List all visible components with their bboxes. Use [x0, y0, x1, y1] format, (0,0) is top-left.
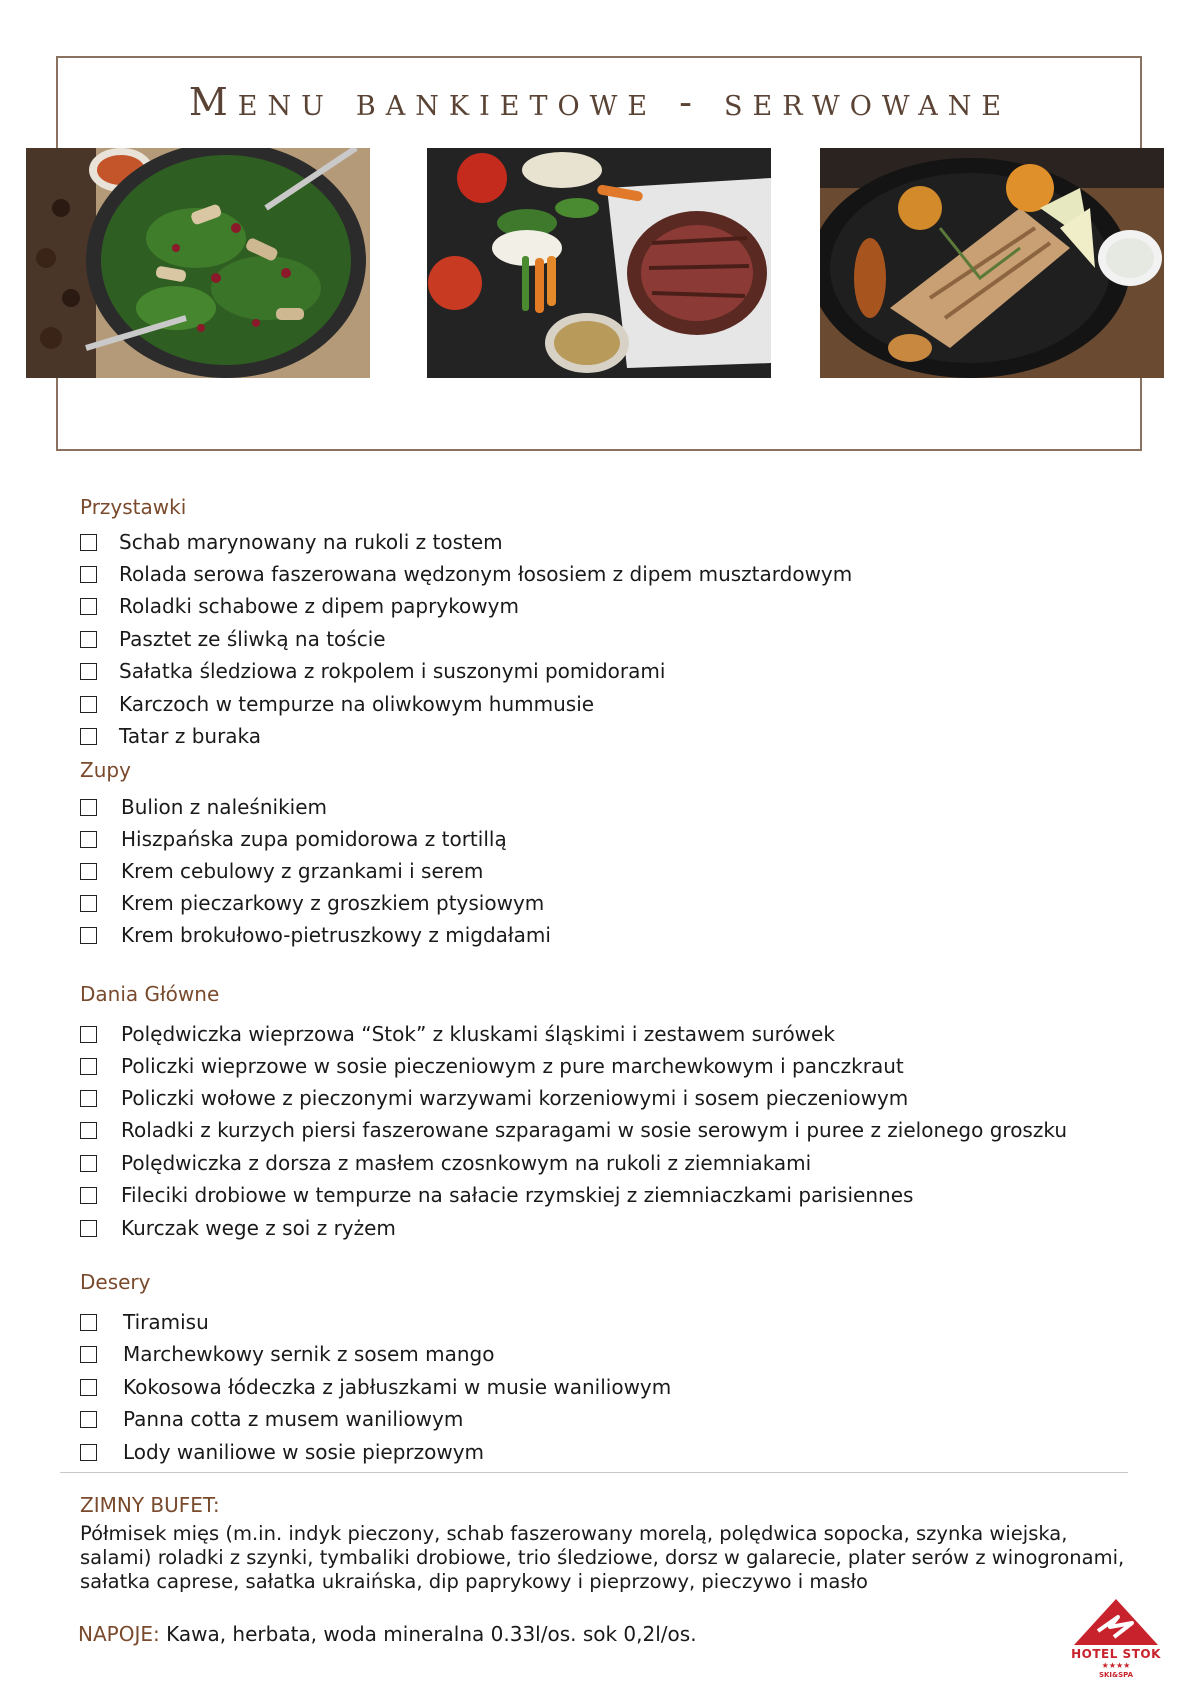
bufet-title: ZIMNY BUFET: — [80, 1493, 220, 1517]
menu-item-label: Lody waniliowe w sosie pieprzowym — [123, 1440, 485, 1464]
napoje-text: Kawa, herbata, woda mineralna 0.33l/os. sok 0,2l/os. — [166, 1622, 697, 1646]
menu-item-label: Policzki wieprzowe w sosie pieczeniowym z pure marchewkowym i panczkraut — [121, 1054, 904, 1078]
menu-item-label: Bulion z naleśnikiem — [121, 795, 328, 819]
menu-item[interactable] — [80, 1407, 463, 1431]
menu-item-label: Tatar z buraka — [119, 724, 262, 748]
menu-item-label: Kokosowa łódeczka z jabłuszkami w musie waniliowym — [123, 1375, 672, 1399]
bufet-description: Półmisek mięs (m.in. indyk pieczony, schab faszerowany morelą, polędwica sopocka, szynka wiejska, salami) roladki z szynki, tymbaliki drobiowe, trio śledziowe, dorsz w galarecie, plater serów z winogronami, sałatka caprese, sałatka ukraińska, dip paprykowy i pieprzowy, pieczywo i masło — [80, 1522, 1125, 1593]
checkbox[interactable] — [80, 728, 97, 745]
menu-item[interactable] — [80, 562, 852, 586]
menu-item[interactable] — [80, 923, 551, 947]
checkbox[interactable] — [80, 663, 97, 680]
menu-item[interactable] — [80, 1118, 1067, 1142]
checkbox[interactable] — [80, 863, 97, 880]
section-title-desery: Desery — [80, 1270, 151, 1294]
checkbox[interactable] — [80, 1346, 97, 1363]
checkbox[interactable] — [80, 799, 97, 816]
checkbox[interactable] — [80, 1444, 97, 1461]
steak-photo — [427, 148, 771, 378]
checkbox[interactable] — [80, 1026, 97, 1043]
menu-item-label: Fileciki drobiowe w tempurze na sałacie rzymskiej z ziemniaczkami parisiennes — [121, 1183, 914, 1207]
menu-item-label: Krem brokułowo-pietruszkowy z migdałami — [121, 923, 551, 947]
hotel-stok-logo — [1068, 1595, 1164, 1685]
menu-item-label: Sałatka śledziowa z rokpolem i suszonymi pomidorami — [119, 659, 666, 683]
checkbox[interactable] — [80, 1314, 97, 1331]
checkbox[interactable] — [80, 895, 97, 912]
menu-item-label: Polędwiczka z dorsza z masłem czosnkowym na rukoli z ziemniakami — [121, 1151, 812, 1175]
salad-photo — [26, 148, 370, 378]
menu-item[interactable] — [80, 627, 386, 651]
menu-item[interactable] — [80, 827, 507, 851]
menu-item-label: Hiszpańska zupa pomidorowa z tortillą — [121, 827, 507, 851]
menu-item-label: Pasztet ze śliwką na toście — [119, 627, 386, 651]
menu-item[interactable] — [80, 1216, 396, 1240]
divider — [60, 1472, 1128, 1473]
menu-item-label: Marchewkowy sernik z sosem mango — [123, 1342, 495, 1366]
menu-item[interactable] — [80, 1183, 913, 1207]
checkbox[interactable] — [80, 566, 97, 583]
page-title: Menu bankietowe - serwowane — [188, 80, 1012, 124]
checkbox[interactable] — [80, 598, 97, 615]
checkbox[interactable] — [80, 1155, 97, 1172]
menu-item-label: Tiramisu — [123, 1310, 209, 1334]
menu-item-label: Rolada serowa faszerowana wędzonym łososiem z dipem musztardowym — [119, 562, 853, 586]
menu-item[interactable] — [80, 1375, 671, 1399]
menu-item-label: Karczoch w tempurze na oliwkowym hummusie — [119, 692, 595, 716]
menu-item[interactable] — [80, 1054, 904, 1078]
menu-item[interactable] — [80, 891, 544, 915]
menu-item[interactable] — [80, 530, 503, 554]
menu-item-label: Kurczak wege z soi z ryżem — [121, 1216, 396, 1240]
logo-stars: ★★★★ — [1101, 1661, 1131, 1670]
checkbox[interactable] — [80, 831, 97, 848]
menu-item[interactable] — [80, 1310, 209, 1334]
menu-item[interactable] — [80, 795, 327, 819]
menu-item-label: Krem cebulowy z grzankami i serem — [121, 859, 484, 883]
menu-item[interactable] — [80, 1440, 484, 1464]
fish-photo — [820, 148, 1164, 378]
menu-item-label: Roladki schabowe z dipem paprykowym — [119, 594, 519, 618]
checkbox[interactable] — [80, 1379, 97, 1396]
section-title-zupy: Zupy — [80, 758, 131, 782]
menu-item-label: Policzki wołowe z pieczonymi warzywami korzeniowymi i sosem pieczeniowym — [121, 1086, 909, 1110]
checkbox[interactable] — [80, 1058, 97, 1075]
checkbox[interactable] — [80, 1411, 97, 1428]
menu-item[interactable] — [80, 859, 483, 883]
menu-item[interactable] — [80, 659, 665, 683]
checkbox[interactable] — [80, 696, 97, 713]
section-title-dania-glowne: Dania Główne — [80, 982, 220, 1006]
checkbox[interactable] — [80, 1187, 97, 1204]
menu-item-label: Schab marynowany na rukoli z tostem — [119, 530, 503, 554]
menu-item[interactable] — [80, 1151, 811, 1175]
menu-item[interactable] — [80, 724, 261, 748]
menu-item[interactable] — [80, 594, 519, 618]
menu-item-label: Roladki z kurzych piersi faszerowane szparagami w sosie serowym i puree z zielonego groszku — [121, 1118, 1067, 1142]
logo-subtitle: SKI&SPA — [1098, 1671, 1134, 1679]
napoje-label: NAPOJE: — [78, 1622, 160, 1646]
checkbox[interactable] — [80, 927, 97, 944]
section-title-przystawki: Przystawki — [80, 495, 187, 519]
menu-item-label: Panna cotta z musem waniliowym — [123, 1407, 464, 1431]
menu-item[interactable] — [80, 1086, 908, 1110]
checkbox[interactable] — [80, 1090, 97, 1107]
menu-item-label: Krem pieczarkowy z groszkiem ptysiowym — [121, 891, 545, 915]
menu-item[interactable] — [80, 1342, 494, 1366]
checkbox[interactable] — [80, 1122, 97, 1139]
napoje-line — [78, 1622, 697, 1646]
logo-name: HOTEL STOK — [1071, 1647, 1161, 1661]
checkbox[interactable] — [80, 631, 97, 648]
menu-item-label: Polędwiczka wieprzowa “Stok” z kluskami śląskimi i zestawem surówek — [121, 1022, 835, 1046]
menu-item[interactable] — [80, 692, 594, 716]
checkbox[interactable] — [80, 534, 97, 551]
mountain-logo-icon — [1068, 1595, 1164, 1647]
menu-item[interactable] — [80, 1022, 835, 1046]
checkbox[interactable] — [80, 1220, 97, 1237]
